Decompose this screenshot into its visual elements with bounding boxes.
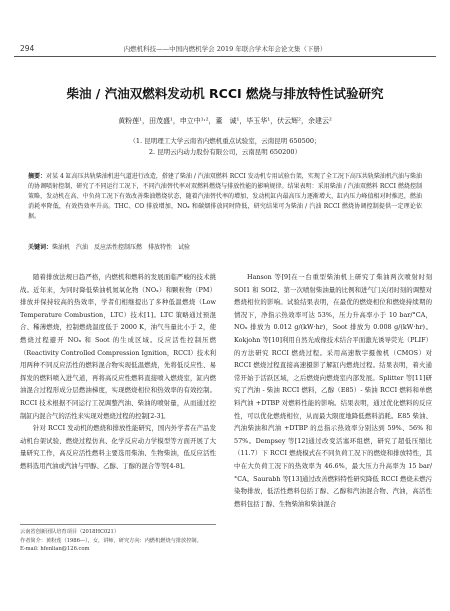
affiliation-2: 2. 昆明云内动力股份有限公司，云南昆明 650200） xyxy=(148,148,302,156)
journal-name: 内燃机科技——中国内燃机学会 2019 年联合学术年会论文集（下册） xyxy=(123,45,327,53)
body-column-left xyxy=(20,271,216,473)
body-paragraph: 随着排放法规日趋严格，内燃机和燃料的发展面临严峻的技术挑战。近年来，为同时降低柴油机氮氧化物（NOₓ）和颗粒物（PM）排放并保持较高的热效率，学者们相继提出了多种低温燃烧（Low Temperature Combustion，LTC）技术[1]。LTC 策略通过预混合、稀薄燃烧，控制燃烧温度低于 2000 K，油气当量比小于 2，使燃烧过程避开 NOₓ 和 Soot 的生成区域。反应活性控制压燃（Reactivity Controlled Compression Ignition，RCCI）技术利用两种不同反应活性的燃料混合物实现低温燃烧，先将低反应性、易挥发的燃料喷入进气道，再将高反应性燃料直接喷入燃烧室，缸内燃油混合过程形成分层燃油梯度，实现燃烧相位和热效率的有效控制。RCCI 技术根据不同运行工况调整汽油、柴油的喷射量，从而通过控制缸内混合气的活性来实现对燃烧过程的控制[2-3]。 xyxy=(20,273,216,420)
footnote-funding: 云南省创新团队培育项目（2018HC021） xyxy=(20,529,120,535)
abstract-text: 对某 4 缸高压共轨柴油机进气道进行改造，搭建了柴油 / 汽油双燃料 RCCI 发动机专用试验台架，实现了全工况下高压共轨柴油机汽油与柴油的协调喷射控制，研究了不同运行工况下，不同汽油替代率对双燃料燃烧与排放性能的影响规律。结果表明：采用柴油 / 汽油双燃料 RCCI 燃烧控制策略，发动机在高、中负荷工况下有效改善柴油燃烧状态，随着汽油替代率的增加，发动机缸内最高压力逐渐增大，缸内压力峰值相对时推迟，燃油消耗率降低，有效热效率升高。THC、CO 排放增加，NOₓ 和碳烟排放同时降低，研究结果可为柴油 / 汽油 RCCI 燃烧协调控制提供一定理论依据。 xyxy=(28,173,422,220)
author-list: 黄粉莲¹，田茂盛¹，申立中¹˒²，董 诚¹，毕玉华¹，伏云辉²，余建云² xyxy=(118,117,332,125)
footnote-email: E-mail: hfenlian@126.com xyxy=(20,546,90,552)
affiliations xyxy=(0,136,450,158)
footnote-author-bio: 作者简介：黄粉莲（1986—），女，讲师，研究方向：内燃机燃烧与排放控制。 xyxy=(20,537,202,544)
abstract-label: 摘要： xyxy=(28,173,47,180)
body-paragraph: Hanson 等[9]在一台重型柴油机上研究了柴油两次喷射时刻 SOI1 和 SOI2、第一次喷射柴油量的比例和进气门关闭时刻的调整对燃烧相位的影响。试验结果表明，在最优的燃烧相位和燃烧持续期的情况下，净指示热效率可达 53%，压力升高率小于 10 bar/°CA，NOₓ 排放为 0.012 g/(kW·hr)，Soot 排放为 0.008 g/(kW·hr)。Kokjohn 等[10]利用自然光成像技术结合平面激光诱导荧光（PLIF）的方法研究 RCCI 燃烧过程。采用高速数字摄像机（CMOS）对 RCCI 燃烧过程直接高速摄影了解缸内燃烧过程。结果表明，着火通常开始于活跃区域，之后燃烧向燃烧室内部发展。Splitter 等[11]研究了汽油 - 柴油 RCCI 燃料，乙醇（E85）- 柴油 RCCI 燃料和单燃料汽油 +DTBP 对燃料性能的影响。结果表明，通过优化燃料的反应性，可以优化燃烧相位，从而最大限度地降低燃料消耗。E85 柴油、汽油柴油和汽油 +DTBP 的总指示热效率分别达到 59%、56% 和 57%。Dempsey 等[12]通过改变活塞环组燃，研究了超低压缩比（11.7）下 RCCI 燃烧模式在不同负荷工况下的燃烧和排放特性，其中在大负荷工况下的热效率为 46.6%，最大压力升高率为 15 bar/°CA。Saurabh 等[13]通过改善燃料特性研究降低 RCCI 燃烧未燃污染物排放，低活性燃料包括丁醇、乙醇和汽油混合物、汽油，高活性燃料包括丁醇、生物柴油和柴油混合 xyxy=(234,273,432,508)
running-header xyxy=(14,44,436,57)
paper-title: 柴油 / 汽油双燃料发动机 RCCI 燃烧与排放特性试验研究 xyxy=(66,86,384,101)
keywords-text: 柴油机 汽油 反应活性控制压燃 排放特性 试验 xyxy=(52,244,191,251)
affiliation-1: （1. 昆明理工大学云南省内燃机重点试验室，云南昆明 650500； xyxy=(129,137,321,145)
body-column-right xyxy=(234,271,432,510)
page-number: 294 xyxy=(20,44,35,53)
footnote xyxy=(20,524,216,554)
body-paragraph: 针对 RCCI 发动机的燃烧和排放性能研究，国内外学者在产品发动机台架试验、燃烧过程仿真、化学反应动力学模型等方面开展了大量研究工作，高反应活性燃料主要选用柴油、生物柴油，低反应活性燃料选用汽油或汽油与甲醇、乙醇、丁醇的混合等等[4-8]。 xyxy=(20,424,216,470)
keywords-label: 关键词： xyxy=(28,244,53,251)
abstract xyxy=(28,172,422,222)
keywords xyxy=(28,243,422,253)
